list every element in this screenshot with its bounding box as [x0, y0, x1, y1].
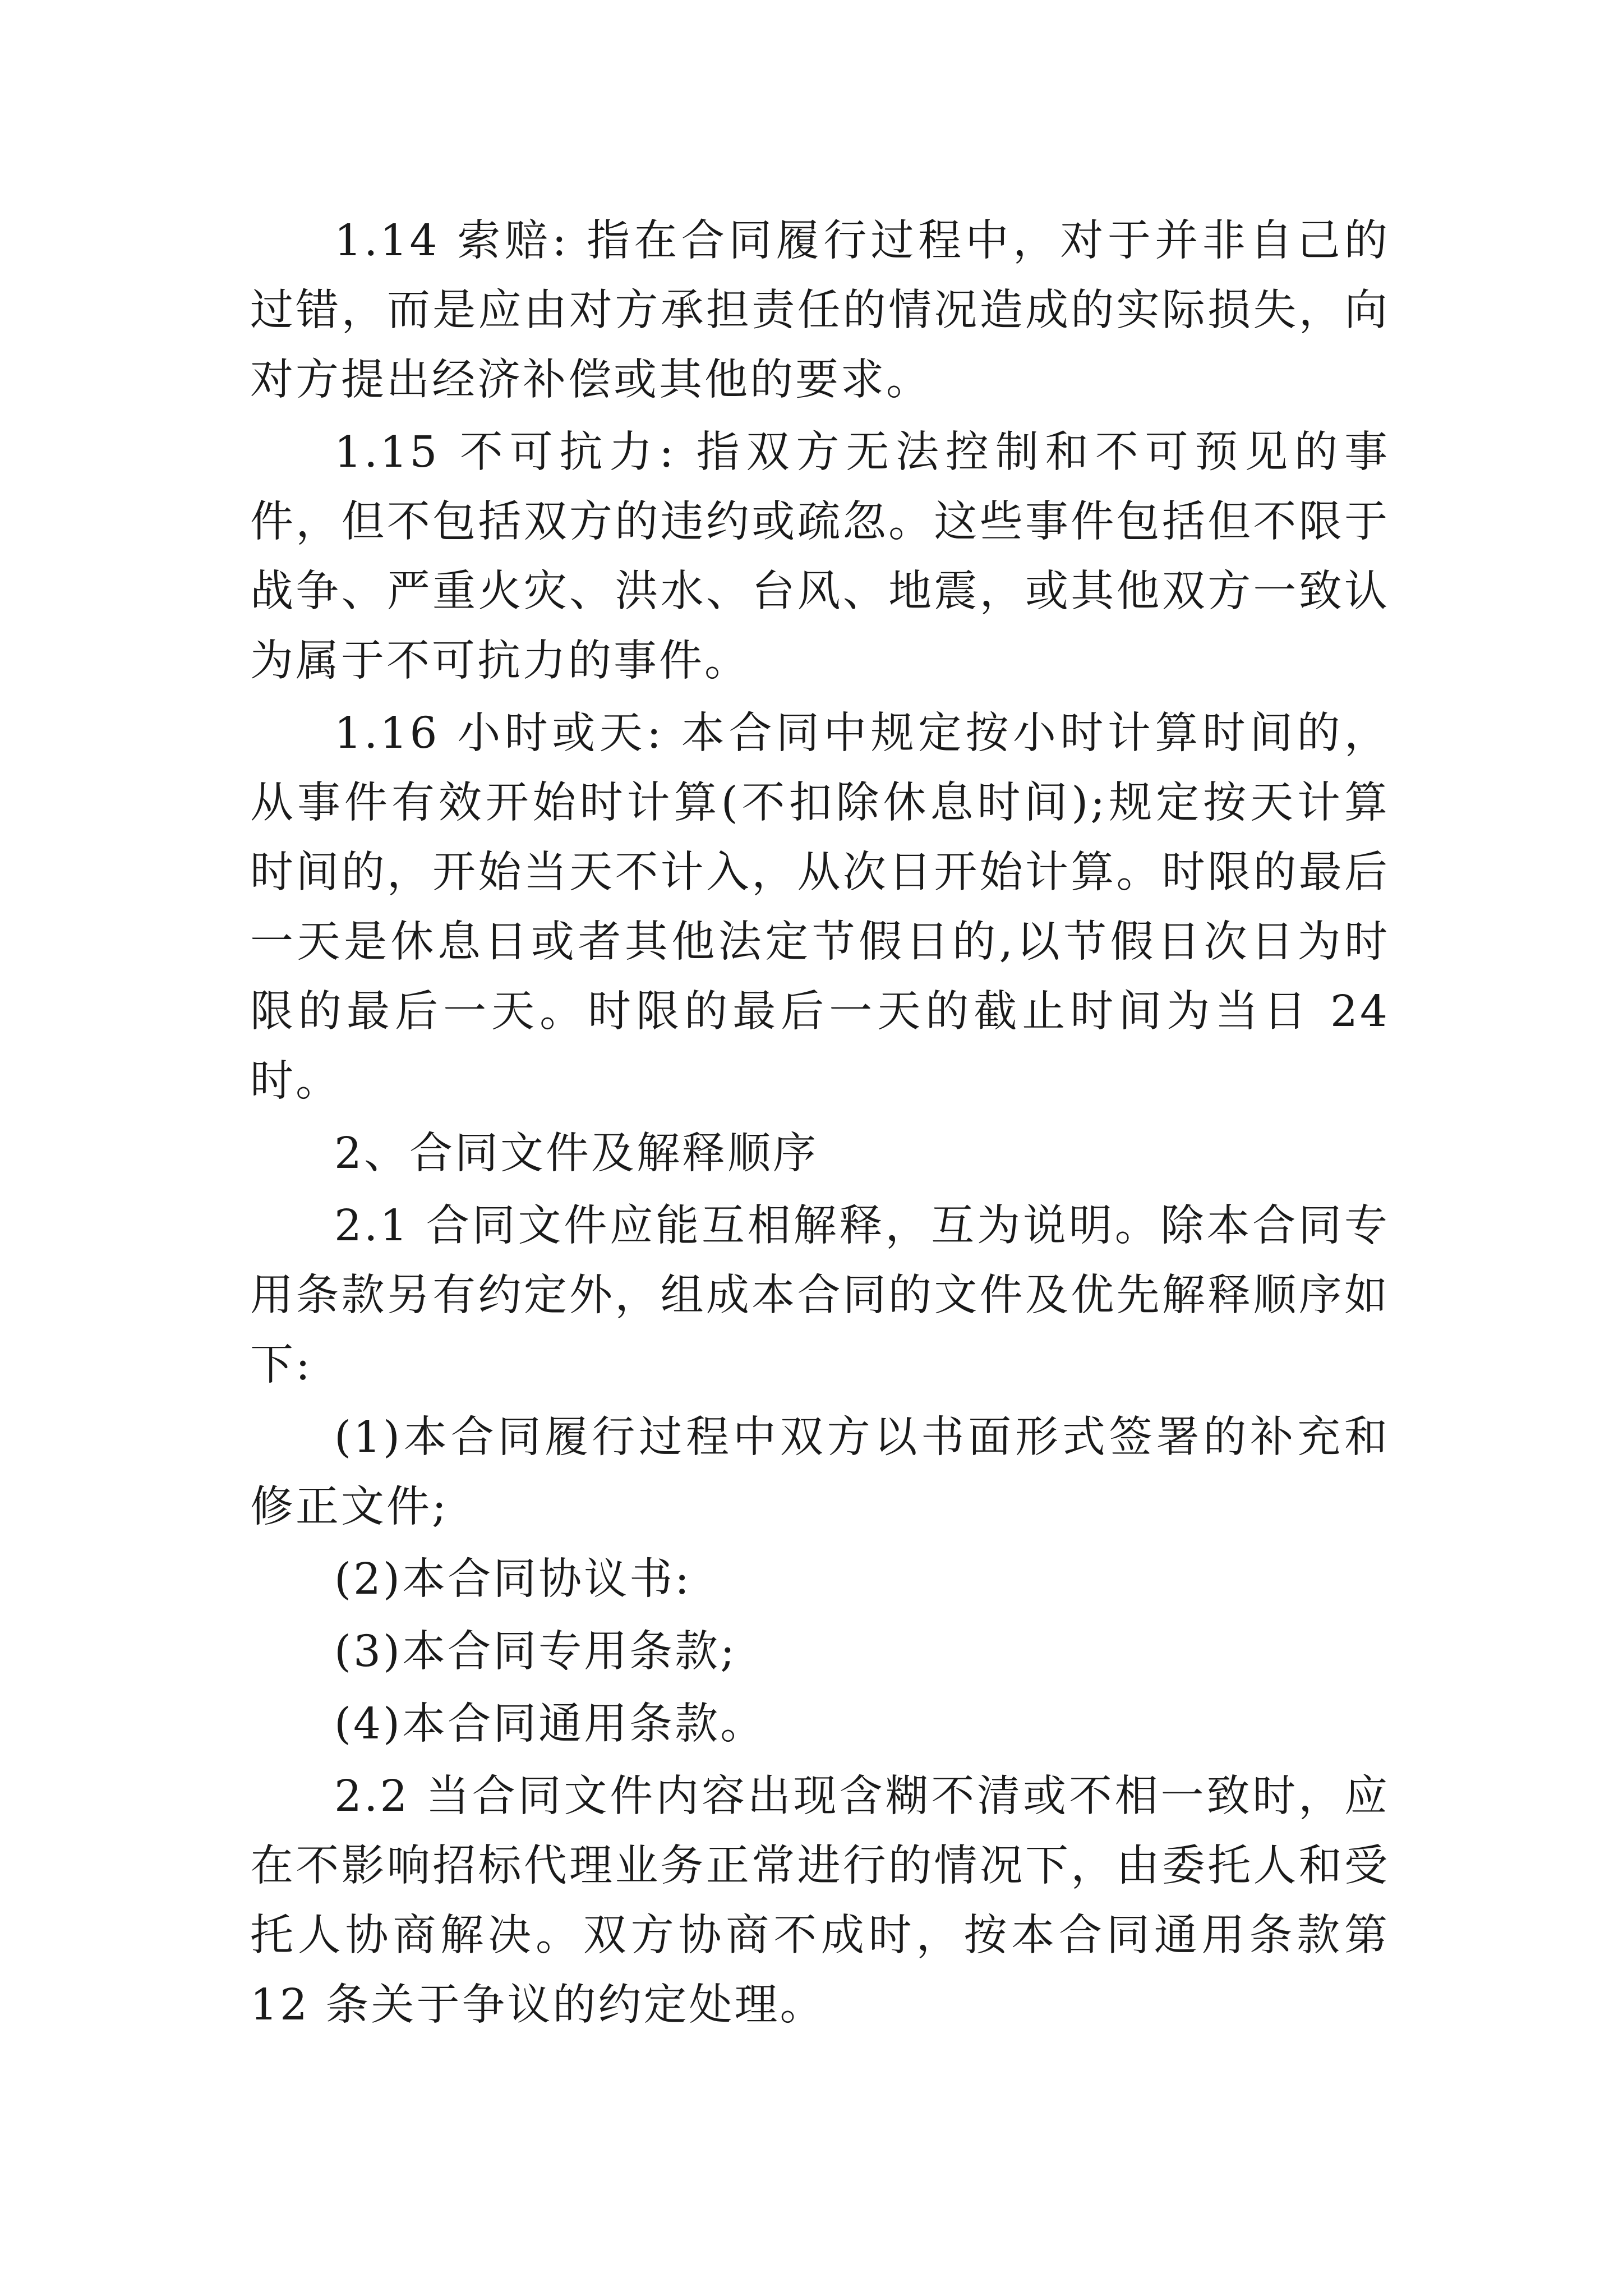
list-item-4: (4)本合同通用条款。: [334, 1699, 766, 1749]
clause-2-2: 2.2 当合同文件内容出现含糊不清或不相一致时，应在不影响招标代理业务正常进行的情况下，由委托人和受托人协商解决。双方协商不成时，按本合同通用条款第 12 条关于争议的约定处理。: [250, 1772, 1390, 2030]
list-item-3: (3)本合同专用条款;: [334, 1627, 737, 1677]
section-heading-2: 2、合同文件及解释顺序: [334, 1129, 818, 1179]
list-item-2: (2)本合同协议书:: [334, 1554, 692, 1604]
clause-1-15: 1.15 不可抗力: 指双方无法控制和不可预见的事件，但不包括双方的违约或疏忽。这些事件包括但不限于战争、严重火灾、洪水、台风、地震，或其他双方一致认为属于不可抗力的事件。: [250, 427, 1390, 686]
clause-2-1: 2.1 合同文件应能互相解释，互为说明。除本合同专用条款另有约定外，组成本合同的文件及优先解释顺序如下:: [250, 1201, 1390, 1390]
document-body: [250, 206, 1390, 2043]
list-item-1: (1)本合同履行过程中双方以书面形式签署的补充和修正文件;: [250, 1412, 1390, 1532]
clause-1-14: 1.14 索赔: 指在合同履行过程中，对于并非自己的过错，而是应由对方承担责任的情况造成的实际损失，向对方提出经济补偿或其他的要求。: [250, 216, 1390, 405]
clause-1-16: 1.16 小时或天: 本合同中规定按小时计算时间的，从事件有效开始时计算(不扣除休息时间);规定按天计算时间的，开始当天不计入，从次日开始计算。时限的最后一天是休息日或者其他法定节假日的,以节假日次日为时限的最后一天。时限的最后一天的截止时间为当日 24 时。: [250, 708, 1390, 1106]
